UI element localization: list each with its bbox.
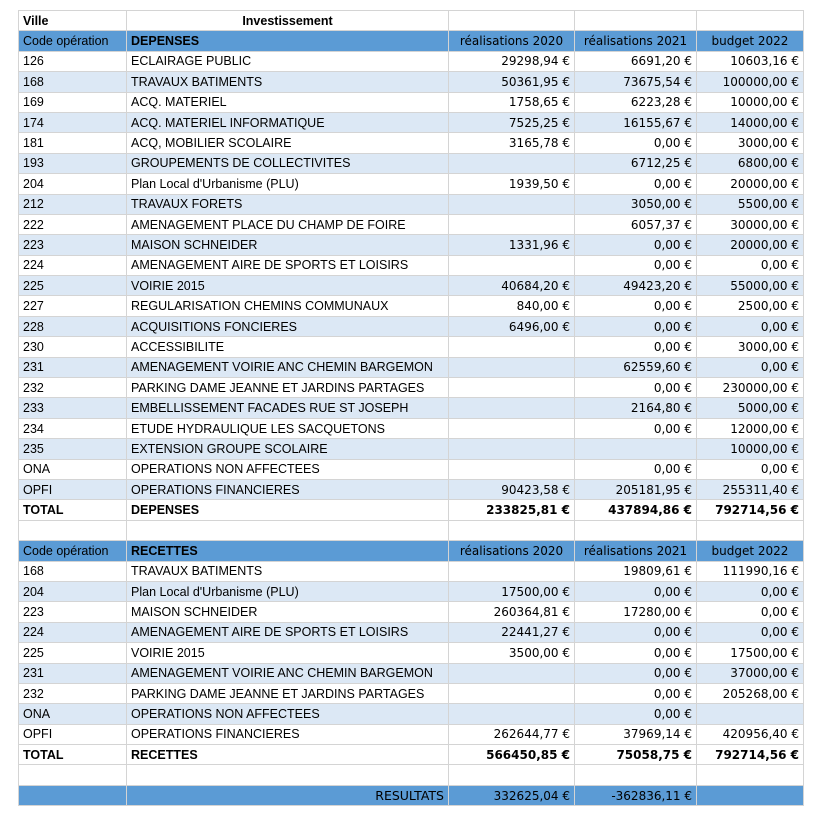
- b2022-cell[interactable]: 3000,00 €: [697, 337, 804, 357]
- r2021-cell[interactable]: 16155,67 €: [575, 112, 697, 132]
- b2022-cell[interactable]: 3000,00 €: [697, 133, 804, 153]
- code-cell[interactable]: 212: [19, 194, 127, 214]
- r2020-cell[interactable]: [449, 418, 575, 438]
- r2020-cell[interactable]: [449, 663, 575, 683]
- label-cell[interactable]: PARKING DAME JEANNE ET JARDINS PARTAGES: [127, 378, 449, 398]
- label-cell[interactable]: ETUDE HYDRAULIQUE LES SACQUETONS: [127, 418, 449, 438]
- recettes-header-row: [19, 541, 804, 561]
- b2022-cell[interactable]: 111990,16 €: [697, 561, 804, 581]
- label-cell[interactable]: EXTENSION GROUPE SCOLAIRE: [127, 439, 449, 459]
- r2021-cell[interactable]: 0,00 €: [575, 643, 697, 663]
- code-cell[interactable]: 232: [19, 378, 127, 398]
- label-cell[interactable]: AMENAGEMENT VOIRIE ANC CHEMIN BARGEMON: [127, 663, 449, 683]
- empty-cell[interactable]: [575, 520, 697, 540]
- code-cell[interactable]: 234: [19, 418, 127, 438]
- code-cell[interactable]: 228: [19, 316, 127, 336]
- table-row: [19, 194, 804, 214]
- r2021-cell[interactable]: 205181,95 €: [575, 479, 697, 499]
- code-cell[interactable]: TOTAL: [19, 745, 127, 765]
- r2020-cell[interactable]: [449, 357, 575, 377]
- r2021-cell[interactable]: 0,00 €: [575, 663, 697, 683]
- b2022-cell[interactable]: 10000,00 €: [697, 92, 804, 112]
- b2022-cell[interactable]: 10603,16 €: [697, 51, 804, 71]
- label-cell[interactable]: RECETTES: [127, 745, 449, 765]
- b2022-cell[interactable]: 230000,00 €: [697, 378, 804, 398]
- code-cell[interactable]: 223: [19, 602, 127, 622]
- code-cell[interactable]: 126: [19, 51, 127, 71]
- label-cell[interactable]: AMENAGEMENT AIRE DE SPORTS ET LOISIRS: [127, 622, 449, 642]
- ville-label[interactable]: Ville: [19, 11, 127, 31]
- table-row: [19, 153, 804, 173]
- table-row: [19, 296, 804, 316]
- label-cell[interactable]: Plan Local d'Urbanisme (PLU): [127, 174, 449, 194]
- table-row: [19, 357, 804, 377]
- r2020-cell[interactable]: 3165,78 €: [449, 133, 575, 153]
- r2021-cell[interactable]: 6691,20 €: [575, 51, 697, 71]
- table-row: [19, 643, 804, 663]
- b2022-cell[interactable]: 14000,00 €: [697, 112, 804, 132]
- sheet-title[interactable]: Investissement: [127, 11, 449, 31]
- r2021-cell[interactable]: 0,00 €: [575, 255, 697, 275]
- table-row: [19, 276, 804, 296]
- table-row: [19, 235, 804, 255]
- r2021-cell[interactable]: 437894,86 €: [575, 500, 697, 520]
- r2020-cell[interactable]: [449, 459, 575, 479]
- label-cell[interactable]: ACQ. MATERIEL: [127, 92, 449, 112]
- b2022-cell[interactable]: 205268,00 €: [697, 683, 804, 703]
- r2021-cell[interactable]: 0,00 €: [575, 378, 697, 398]
- table-row: [19, 724, 804, 744]
- r2020-cell[interactable]: 50361,95 €: [449, 72, 575, 92]
- r2021-cell[interactable]: 0,00 €: [575, 418, 697, 438]
- col-header-r2021[interactable]: réalisations 2021: [575, 541, 697, 561]
- r2021-cell[interactable]: 0,00 €: [575, 316, 697, 336]
- r2021-cell[interactable]: 6223,28 €: [575, 92, 697, 112]
- table-row: [19, 479, 804, 499]
- b2022-cell[interactable]: 0,00 €: [697, 255, 804, 275]
- b2022-cell[interactable]: 0,00 €: [697, 316, 804, 336]
- code-cell[interactable]: 231: [19, 357, 127, 377]
- r2020-cell[interactable]: 1758,65 €: [449, 92, 575, 112]
- r2020-cell[interactable]: 566450,85 €: [449, 745, 575, 765]
- b2022-cell[interactable]: 37000,00 €: [697, 663, 804, 683]
- code-cell[interactable]: 227: [19, 296, 127, 316]
- code-cell[interactable]: 224: [19, 255, 127, 275]
- b2022-cell[interactable]: 20000,00 €: [697, 174, 804, 194]
- r2021-cell[interactable]: 0,00 €: [575, 296, 697, 316]
- r2021-cell[interactable]: 62559,60 €: [575, 357, 697, 377]
- code-cell[interactable]: OPFI: [19, 479, 127, 499]
- r2020-cell[interactable]: 29298,94 €: [449, 51, 575, 71]
- b2022-cell[interactable]: 6800,00 €: [697, 153, 804, 173]
- label-cell[interactable]: TRAVAUX BATIMENTS: [127, 72, 449, 92]
- table-row: [19, 622, 804, 642]
- r2020-cell[interactable]: [449, 704, 575, 724]
- table-row: [19, 418, 804, 438]
- r2020-cell[interactable]: [449, 683, 575, 703]
- label-cell[interactable]: AMENAGEMENT PLACE DU CHAMP DE FOIRE: [127, 214, 449, 234]
- code-cell[interactable]: 168: [19, 561, 127, 581]
- empty-cell[interactable]: [575, 765, 697, 785]
- r2020-cell[interactable]: 40684,20 €: [449, 276, 575, 296]
- table-row: [19, 337, 804, 357]
- col-header-r2021[interactable]: réalisations 2021: [575, 31, 697, 51]
- spacer-row: [19, 765, 804, 785]
- b2022-cell[interactable]: 0,00 €: [697, 602, 804, 622]
- code-cell[interactable]: 174: [19, 112, 127, 132]
- code-cell[interactable]: 232: [19, 683, 127, 703]
- code-cell[interactable]: 204: [19, 174, 127, 194]
- empty-cell[interactable]: [449, 520, 575, 540]
- r2021-cell[interactable]: 0,00 €: [575, 337, 697, 357]
- col-header-code[interactable]: Code opération: [19, 31, 127, 51]
- r2020-cell[interactable]: 1331,96 €: [449, 235, 575, 255]
- b2022-cell[interactable]: 0,00 €: [697, 357, 804, 377]
- b2022-cell[interactable]: 20000,00 €: [697, 235, 804, 255]
- table-row: [19, 112, 804, 132]
- code-cell[interactable]: 169: [19, 92, 127, 112]
- recettes-total-row: [19, 745, 804, 765]
- r2020-cell[interactable]: 17500,00 €: [449, 581, 575, 601]
- label-cell[interactable]: REGULARISATION CHEMINS COMMUNAUX: [127, 296, 449, 316]
- r2020-cell[interactable]: 3500,00 €: [449, 643, 575, 663]
- label-cell[interactable]: OPERATIONS NON AFFECTEES: [127, 704, 449, 724]
- r2021-cell[interactable]: 6712,25 €: [575, 153, 697, 173]
- code-cell[interactable]: 230: [19, 337, 127, 357]
- label-cell[interactable]: TRAVAUX FORETS: [127, 194, 449, 214]
- r2021-cell[interactable]: [575, 439, 697, 459]
- label-cell[interactable]: Plan Local d'Urbanisme (PLU): [127, 581, 449, 601]
- table-row: [19, 581, 804, 601]
- label-cell[interactable]: VOIRIE 2015: [127, 643, 449, 663]
- r2021-cell[interactable]: 6057,37 €: [575, 214, 697, 234]
- table-row: [19, 133, 804, 153]
- label-cell[interactable]: ACQ. MATERIEL INFORMATIQUE: [127, 112, 449, 132]
- resultats-label[interactable]: RESULTATS: [127, 785, 449, 805]
- code-cell[interactable]: 193: [19, 153, 127, 173]
- empty-cell[interactable]: [19, 520, 127, 540]
- table-row: [19, 174, 804, 194]
- col-header-r2020[interactable]: réalisations 2020: [449, 541, 575, 561]
- table-row: [19, 704, 804, 724]
- table-row: [19, 602, 804, 622]
- label-cell[interactable]: ACCESSIBILITE: [127, 337, 449, 357]
- label-cell[interactable]: PARKING DAME JEANNE ET JARDINS PARTAGES: [127, 683, 449, 703]
- label-cell[interactable]: DEPENSES: [127, 500, 449, 520]
- b2022-cell[interactable]: 792714,56 €: [697, 745, 804, 765]
- r2021-cell[interactable]: 0,00 €: [575, 622, 697, 642]
- label-cell[interactable]: AMENAGEMENT VOIRIE ANC CHEMIN BARGEMON: [127, 357, 449, 377]
- b2022-cell[interactable]: 420956,40 €: [697, 724, 804, 744]
- r2021-cell[interactable]: 17280,00 €: [575, 602, 697, 622]
- table-row: [19, 398, 804, 418]
- r2020-cell[interactable]: [449, 378, 575, 398]
- empty-cell[interactable]: [127, 520, 449, 540]
- table-row: [19, 663, 804, 683]
- table-row: [19, 72, 804, 92]
- table-row: [19, 92, 804, 112]
- r2020-cell[interactable]: [449, 439, 575, 459]
- budget-table: [18, 10, 804, 806]
- col-header-b2022[interactable]: budget 2022: [697, 541, 804, 561]
- code-cell[interactable]: 233: [19, 398, 127, 418]
- label-cell[interactable]: ACQ, MOBILIER SCOLAIRE: [127, 133, 449, 153]
- table-row: [19, 51, 804, 71]
- b2022-cell[interactable]: 0,00 €: [697, 459, 804, 479]
- b2022-cell[interactable]: 55000,00 €: [697, 276, 804, 296]
- title-row: [19, 11, 804, 31]
- b2022-cell[interactable]: 0,00 €: [697, 622, 804, 642]
- empty-cell[interactable]: [697, 520, 804, 540]
- depenses-total-row: [19, 500, 804, 520]
- code-cell[interactable]: OPFI: [19, 724, 127, 744]
- label-cell[interactable]: VOIRIE 2015: [127, 276, 449, 296]
- code-cell[interactable]: 181: [19, 133, 127, 153]
- code-cell[interactable]: ONA: [19, 459, 127, 479]
- r2021-cell[interactable]: 49423,20 €: [575, 276, 697, 296]
- r2021-cell[interactable]: 37969,14 €: [575, 724, 697, 744]
- r2021-cell[interactable]: 0,00 €: [575, 704, 697, 724]
- r2020-cell[interactable]: 90423,58 €: [449, 479, 575, 499]
- r2020-cell[interactable]: [449, 398, 575, 418]
- code-cell[interactable]: 231: [19, 663, 127, 683]
- r2020-cell[interactable]: [449, 153, 575, 173]
- r2020-cell[interactable]: 6496,00 €: [449, 316, 575, 336]
- label-cell[interactable]: OPERATIONS NON AFFECTEES: [127, 459, 449, 479]
- r2021-cell[interactable]: 3050,00 €: [575, 194, 697, 214]
- r2021-cell[interactable]: 19809,61 €: [575, 561, 697, 581]
- r2021-cell[interactable]: 0,00 €: [575, 683, 697, 703]
- label-cell[interactable]: GROUPEMENTS DE COLLECTIVITES: [127, 153, 449, 173]
- b2022-cell[interactable]: 2500,00 €: [697, 296, 804, 316]
- r2020-cell[interactable]: 260364,81 €: [449, 602, 575, 622]
- r2021-cell[interactable]: 0,00 €: [575, 133, 697, 153]
- code-cell[interactable]: 225: [19, 643, 127, 663]
- empty-cell[interactable]: [697, 11, 804, 31]
- b2022-cell[interactable]: 792714,56 €: [697, 500, 804, 520]
- b2022-cell[interactable]: 255311,40 €: [697, 479, 804, 499]
- label-cell[interactable]: OPERATIONS FINANCIERES: [127, 479, 449, 499]
- r2021-cell[interactable]: 2164,80 €: [575, 398, 697, 418]
- col-header-b2022[interactable]: budget 2022: [697, 31, 804, 51]
- table-row: [19, 378, 804, 398]
- r2021-cell[interactable]: 0,00 €: [575, 581, 697, 601]
- col-header-r2020[interactable]: réalisations 2020: [449, 31, 575, 51]
- col-header-label[interactable]: RECETTES: [127, 541, 449, 561]
- table-row: [19, 214, 804, 234]
- empty-cell[interactable]: [127, 765, 449, 785]
- code-cell[interactable]: 225: [19, 276, 127, 296]
- r2020-cell[interactable]: 22441,27 €: [449, 622, 575, 642]
- empty-cell[interactable]: [449, 11, 575, 31]
- label-cell[interactable]: MAISON SCHNEIDER: [127, 602, 449, 622]
- r2020-cell[interactable]: 233825,81 €: [449, 500, 575, 520]
- b2022-cell[interactable]: 12000,00 €: [697, 418, 804, 438]
- empty-cell[interactable]: [697, 785, 804, 805]
- r2021-cell[interactable]: 75058,75 €: [575, 745, 697, 765]
- code-cell[interactable]: 222: [19, 214, 127, 234]
- code-cell[interactable]: 235: [19, 439, 127, 459]
- r2020-cell[interactable]: [449, 255, 575, 275]
- empty-cell[interactable]: [19, 785, 127, 805]
- b2022-cell[interactable]: 5500,00 €: [697, 194, 804, 214]
- code-cell[interactable]: ONA: [19, 704, 127, 724]
- label-cell[interactable]: MAISON SCHNEIDER: [127, 235, 449, 255]
- r2020-cell[interactable]: [449, 194, 575, 214]
- r2020-cell[interactable]: 1939,50 €: [449, 174, 575, 194]
- b2022-cell[interactable]: 30000,00 €: [697, 214, 804, 234]
- r2021-cell[interactable]: 0,00 €: [575, 235, 697, 255]
- r2020-cell[interactable]: [449, 337, 575, 357]
- label-cell[interactable]: OPERATIONS FINANCIERES: [127, 724, 449, 744]
- r2020-cell[interactable]: 840,00 €: [449, 296, 575, 316]
- b2022-cell[interactable]: 0,00 €: [697, 581, 804, 601]
- code-cell[interactable]: 168: [19, 72, 127, 92]
- empty-cell[interactable]: [19, 765, 127, 785]
- empty-cell[interactable]: [449, 765, 575, 785]
- r2020-cell[interactable]: 262644,77 €: [449, 724, 575, 744]
- r2021-cell[interactable]: 0,00 €: [575, 174, 697, 194]
- r2020-cell[interactable]: [449, 214, 575, 234]
- label-cell[interactable]: EMBELLISSEMENT FACADES RUE ST JOSEPH: [127, 398, 449, 418]
- empty-cell[interactable]: [575, 11, 697, 31]
- resultats-r2020[interactable]: 332625,04 €: [449, 785, 575, 805]
- empty-cell[interactable]: [697, 765, 804, 785]
- r2020-cell[interactable]: [449, 561, 575, 581]
- code-cell[interactable]: 223: [19, 235, 127, 255]
- label-cell[interactable]: ACQUISITIONS FONCIERES: [127, 316, 449, 336]
- code-cell[interactable]: 224: [19, 622, 127, 642]
- table-row: [19, 561, 804, 581]
- r2021-cell[interactable]: 73675,54 €: [575, 72, 697, 92]
- spacer-row: [19, 520, 804, 540]
- code-cell[interactable]: 204: [19, 581, 127, 601]
- b2022-cell[interactable]: 5000,00 €: [697, 398, 804, 418]
- table-row: [19, 459, 804, 479]
- label-cell[interactable]: TRAVAUX BATIMENTS: [127, 561, 449, 581]
- col-header-code[interactable]: Code opération: [19, 541, 127, 561]
- table-row: [19, 683, 804, 703]
- r2021-cell[interactable]: 0,00 €: [575, 459, 697, 479]
- table-row: [19, 316, 804, 336]
- label-cell[interactable]: ECLAIRAGE PUBLIC: [127, 51, 449, 71]
- b2022-cell[interactable]: [697, 704, 804, 724]
- b2022-cell[interactable]: 17500,00 €: [697, 643, 804, 663]
- resultats-r2021[interactable]: -362836,11 €: [575, 785, 697, 805]
- b2022-cell[interactable]: 100000,00 €: [697, 72, 804, 92]
- b2022-cell[interactable]: 10000,00 €: [697, 439, 804, 459]
- label-cell[interactable]: AMENAGEMENT AIRE DE SPORTS ET LOISIRS: [127, 255, 449, 275]
- table-row: [19, 255, 804, 275]
- table-row: [19, 439, 804, 459]
- col-header-label[interactable]: DEPENSES: [127, 31, 449, 51]
- depenses-header-row: [19, 31, 804, 51]
- r2020-cell[interactable]: 7525,25 €: [449, 112, 575, 132]
- code-cell[interactable]: TOTAL: [19, 500, 127, 520]
- resultats-row: [19, 785, 804, 805]
